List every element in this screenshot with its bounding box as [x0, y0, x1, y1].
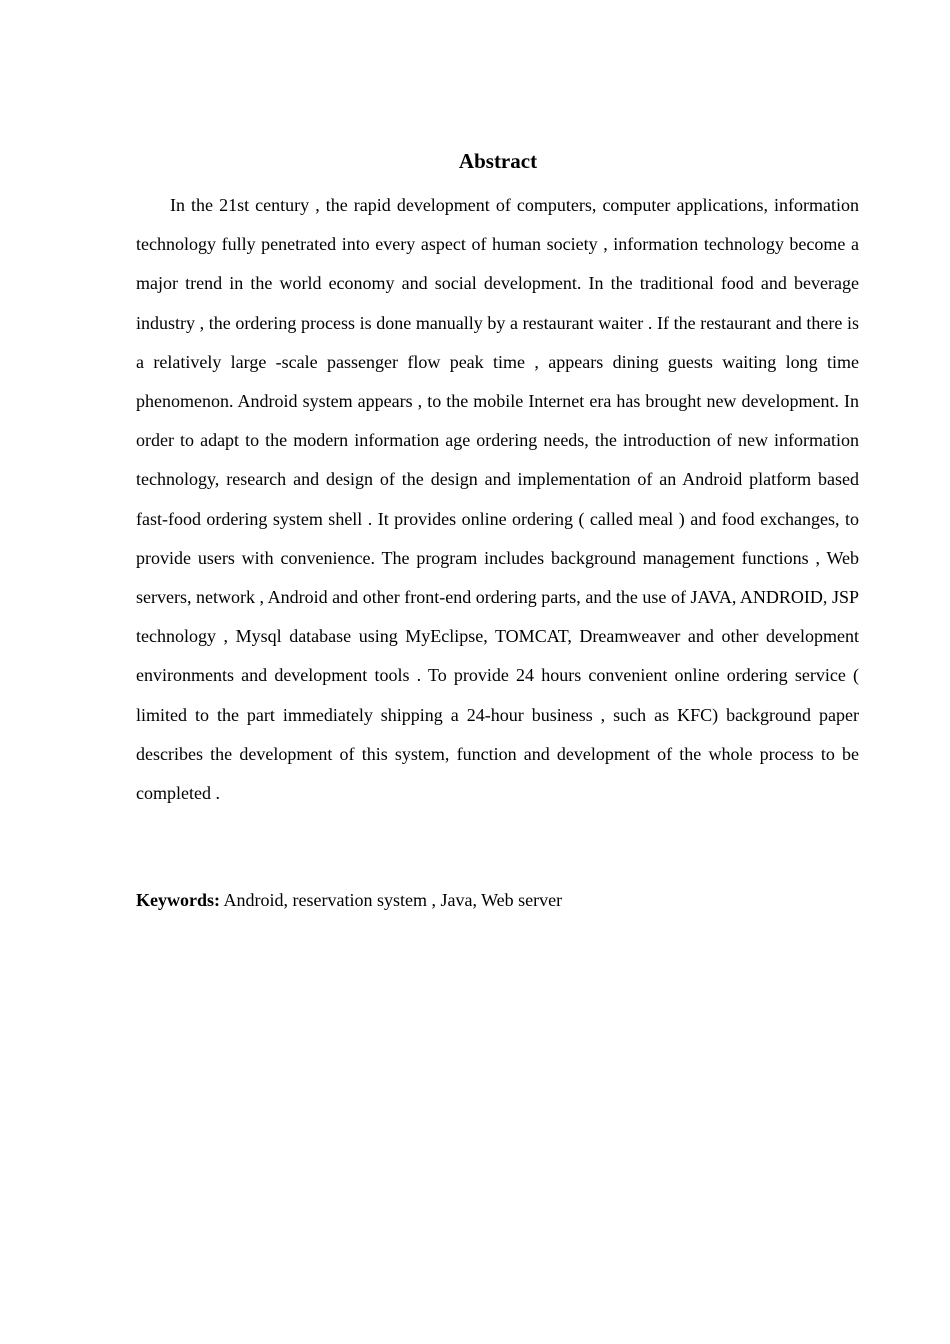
abstract-body-paragraph: In the 21st century , the rapid development of computers, computer applications, information technology fully penetrated into every aspect of human society , information technology become a major trend in the world economy and social development. In the traditional food and beverage industry , the ordering process is done manually by a restaurant waiter . If the restaurant and there is a relatively large -scale passenger flow peak time , appears dining guests waiting long time phenomenon. Android system appears , to the mobile Internet era has brought new development. In order to adapt to the modern information age ordering needs, the introduction of new information technology, research and design of the design and implementation of an Android platform based fast-food ordering system shell . It provides online ordering ( called meal ) and food exchanges, to provide users with convenience. The program includes background management functions , Web servers, network , Android and other front-end ordering parts, and the use of JAVA, ANDROID, JSP technology , Mysql database using MyEclipse, TOMCAT, Dreamweaver and other development environments and development tools . To provide 24 hours convenient online ordering service ( limited to the part immediately shipping a 24-hour business , such as KFC) background paper describes the development of this system, function and development of the whole process to be completed .: [136, 195, 859, 804]
keywords-value: Android, reservation system , Java, Web server: [223, 890, 563, 910]
keywords-line: [136, 887, 859, 913]
keywords-label: Keywords:: [136, 890, 220, 910]
abstract-title: Abstract: [458, 149, 538, 173]
